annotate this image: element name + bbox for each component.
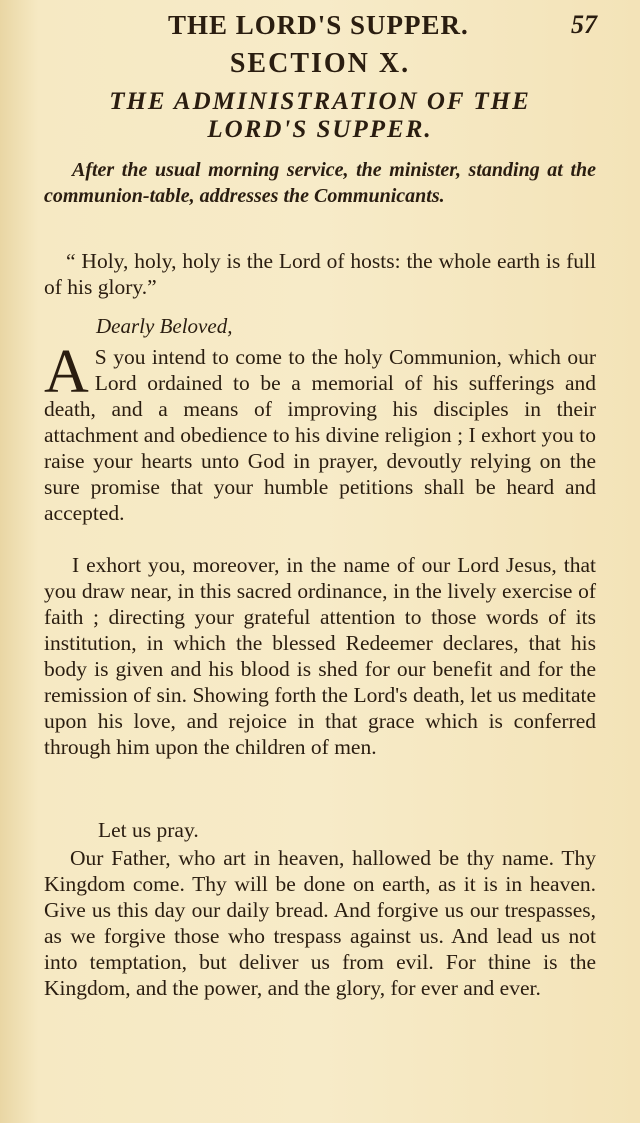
running-head: THE LORD'S SUPPER. [168,10,469,40]
let-us-pray: Let us pray. [98,818,199,842]
paragraph-1-text: S you intend to come to the holy Communion, which our Lord ordained to be a memorial of his sufferings and death, and a means of improving his disciples in their attachment and obedience to his divine religion ; I exhort you to raise your hearts unto God in prayer, devoutly relying on the sure promise that your humble petitions shall be heard and accepted. [44,345,596,525]
rubric-instruction: After the usual morning service, the minister, standing at the communion-table, addresses the Communicants. [44,159,596,207]
opening-quote: “ Holy, holy, holy is the Lord of hosts: the whole earth is full of his glory.” [44,249,596,299]
salutation: Dearly Beloved, [96,314,233,338]
section-title: SECTION X. [229,48,411,79]
exhortation-paragraph-1 [44,338,596,526]
lords-prayer: Our Father, who art in heaven, hallowed be thy name. Thy Kingdom come. Thy will be done on earth, as it is in heaven. Give us this day our daily bread. And forgive us our trespasses, as we forgive those who trespass against us. And lead us not into temptation, but deliver us from evil. For thine is the Kingdom, and the power, and the glory, for ever and ever. [44,846,596,1000]
section-subtitle: THE ADMINISTRATION OF THE LORD'S SUPPER. [109,88,531,143]
page-header [0,8,640,44]
page-number: 57 [571,10,597,39]
exhortation-paragraph-2: I exhort you, moreover, in the name of our Lord Jesus, that you draw near, in this sacred ordinance, in the lively exercise of faith ; directing your grateful attention to those words of its institution, in which the blessed Redeemer declares, that his body is given and his blood is shed for our benefit and for the remission of sin. Showing forth the Lord's death, let us meditate upon his love, and rejoice in that grace which is conferred through him upon the children of men. [44,553,596,759]
drop-cap: A [44,338,89,406]
